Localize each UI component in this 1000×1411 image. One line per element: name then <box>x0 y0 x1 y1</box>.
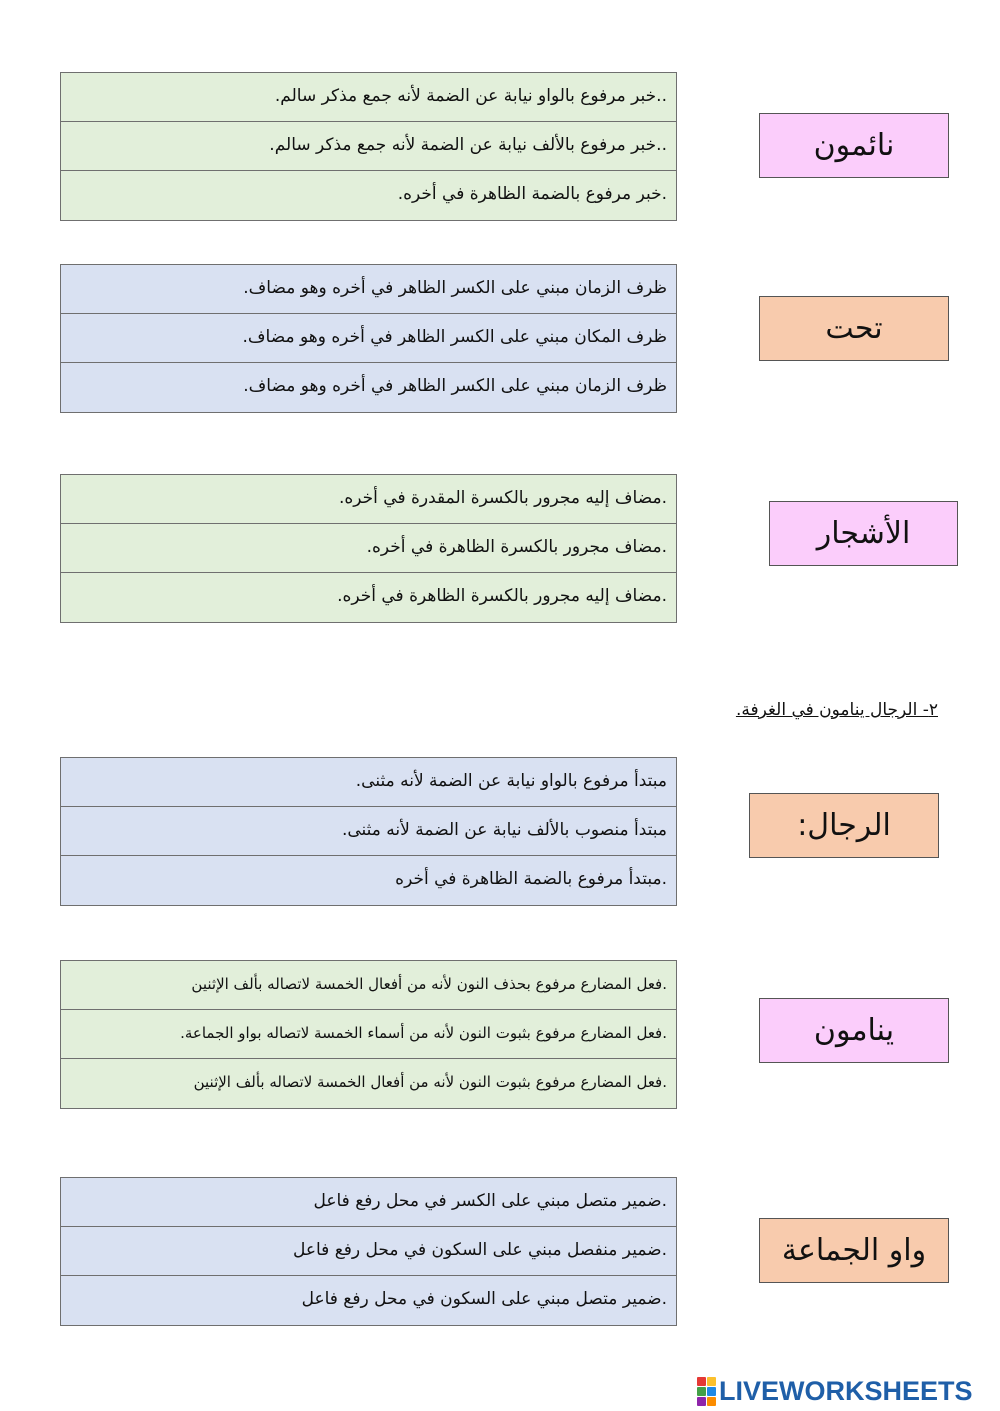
options-group-5 <box>60 960 677 1109</box>
option-1-3[interactable]: .خبر مرفوع بالضمة الظاهرة في أخره. <box>61 171 676 220</box>
option-2-1[interactable]: ظرف الزمان مبني على الكسر الظاهر في أخره وهو مضاف. <box>61 265 676 314</box>
word-box-2: تحت <box>759 296 949 361</box>
logo-square <box>707 1387 716 1396</box>
option-2-3[interactable]: ظرف الزمان مبني على الكسر الظاهر في أخره وهو مضاف. <box>61 363 676 412</box>
option-5-1[interactable]: .فعل المضارع مرفوع بحذف النون لأنه من أفعال الخمسة لاتصاله بألف الإثنين <box>61 961 676 1010</box>
word-box-4: الرجال: <box>749 793 939 858</box>
option-3-1[interactable]: .مضاف إليه مجرور بالكسرة المقدرة في أخره. <box>61 475 676 524</box>
options-group-2 <box>60 264 677 413</box>
section-2-heading: ٢- الرجال ينامون في الغرفة. <box>735 700 938 720</box>
options-group-6 <box>60 1177 677 1326</box>
option-3-2[interactable]: .مضاف مجرور بالكسرة الظاهرة في أخره. <box>61 524 676 573</box>
option-4-3[interactable]: .مبتدأ مرفوع بالضمة الظاهرة في أخره <box>61 856 676 905</box>
logo-square <box>697 1397 706 1406</box>
option-1-1[interactable]: ..خبر مرفوع بالواو نيابة عن الضمة لأنه جمع مذكر سالم. <box>61 73 676 122</box>
option-3-3[interactable]: .مضاف إليه مجرور بالكسرة الظاهرة في أخره. <box>61 573 676 622</box>
option-5-2[interactable]: .فعل المضارع مرفوع بثبوت النون لأنه من أسماء الخمسة لاتصاله بواو الجماعة. <box>61 1010 676 1059</box>
logo-text: LIVEWORKSHEETS <box>719 1376 973 1406</box>
option-5-3[interactable]: .فعل المضارع مرفوع بثبوت النون لأنه من أفعال الخمسة لاتصاله بألف الإثنين <box>61 1059 676 1108</box>
word-box-3: الأشجار <box>769 501 958 566</box>
option-4-2[interactable]: مبتدأ منصوب بالألف نيابة عن الضمة لأنه مثنى. <box>61 807 676 856</box>
logo-square <box>697 1387 706 1396</box>
logo-square <box>697 1377 706 1386</box>
word-box-5: ينامون <box>759 998 949 1063</box>
option-2-2[interactable]: ظرف المكان مبني على الكسر الظاهر في أخره وهو مضاف. <box>61 314 676 363</box>
logo-mark-icon <box>697 1377 716 1406</box>
option-1-2[interactable]: ..خبر مرفوع بالألف نيابة عن الضمة لأنه جمع مذكر سالم. <box>61 122 676 171</box>
word-box-6: واو الجماعة <box>759 1218 949 1283</box>
options-group-3 <box>60 474 677 623</box>
logo-square <box>707 1377 716 1386</box>
option-4-1[interactable]: مبتدأ مرفوع بالواو نيابة عن الضمة لأنه مثنى. <box>61 758 676 807</box>
options-group-1 <box>60 72 677 221</box>
option-6-1[interactable]: .ضمير متصل مبني على الكسر في محل رفع فاعل <box>61 1178 676 1227</box>
option-6-3[interactable]: .ضمير متصل مبني على السكون في محل رفع فاعل <box>61 1276 676 1325</box>
options-group-4 <box>60 757 677 906</box>
liveworksheets-logo <box>697 1376 973 1406</box>
word-box-1: نائمون <box>759 113 949 178</box>
logo-square <box>707 1397 716 1406</box>
option-6-2[interactable]: .ضمير منفصل مبني على السكون في محل رفع فاعل <box>61 1227 676 1276</box>
